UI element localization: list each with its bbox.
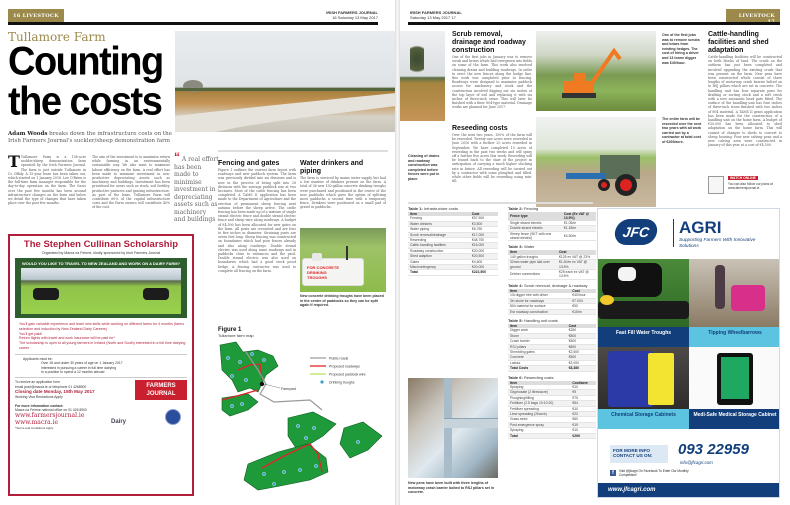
header-rule [408, 22, 780, 25]
cell-item: Shed adaption [408, 254, 470, 259]
table-number: Table 6: [508, 374, 523, 380]
legend-proposed-wire: Proposed paddock wire [329, 372, 366, 377]
farmersjournal-link[interactable]: www.farmersjournal.ie [15, 412, 85, 420]
trough-marker [230, 374, 233, 377]
cell-item: 32mm water pipe laid over ground [508, 260, 557, 270]
cell-item: 13t digger hire with driver [508, 293, 570, 298]
medical-cabinet-photo [689, 347, 780, 409]
headline [8, 42, 163, 122]
farmyard-leader-line [264, 384, 280, 388]
tractor-caption: The entire farm will be reseeded over the next two years with all work carried out by a contractor at total cost of €269/acre. [662, 117, 702, 144]
fencing-text: Figure 1 outlines the current farm layout with roadways and new paddock system. The farm was previously divided into six divisions and is now in the process of being split into 28 divisions with the average paddock size at two hectares. Most of the cattle fencing has been completed. A TAMS II application has been made to the Department of Agriculture and the erection of permanent sheep fencing next autumn before the sheep arrive. The cattle fencing has been made up of a mixture of single strand electric fence and double strand electric fence and sheep wire along roadways. A budget of €4,500 has been allocated for new gates on the farm. All posts are creosoted and are four to five inches in diameter. Straining posts are seven feet long. Sheep fencing was constructed on boundaries which had poor fences already and also along roadways. Double strand electric was used along some roadways and in paddocks close to entrances and the yard. Double strand electric was also used on boundaries which had a good stock proof hedge. A fencing contractor was used to complete all fencing on the farm. [218, 168, 296, 273]
cell-cost: €10 [570, 406, 596, 411]
cell-cost: €22 [570, 412, 596, 417]
kicker: Tullamore Farm [8, 30, 106, 44]
cell-item: Concrete [508, 355, 567, 360]
jfc-logo: JFC [613, 219, 659, 245]
jfc-agri-advert [597, 208, 780, 498]
cell-cost: €500 [567, 339, 596, 344]
tractor-photo [536, 117, 656, 207]
intro-column-2: The aim of the investment is to maximise return while farming in an environmentally sustainable way. We also want to maximise labour efficiency on the farm. A real effort has been made to minimise investment in non-productive depreciating assets such as machinery and buildings. Investment has been prioritised for areas such as stock, soil fertility, productive pastures and grazing infrastructure. As part of the lease, Tullamore Farm will contribute 60% of the capital infrastructure costs and the Farm owners will contribute 40% of the cost. [92, 155, 170, 210]
cell-cost: €500 [567, 355, 596, 360]
header-rule [8, 22, 378, 25]
concrete-trough [302, 258, 364, 286]
cell-item: Shredding gates [508, 349, 567, 354]
cell-item: Post emergence spray [508, 422, 570, 427]
col-header: Item [508, 381, 570, 385]
col-header: Cost [567, 324, 596, 328]
cell-item: Labour [508, 360, 567, 365]
applicant-criterion: Interested in pursuing a career in full time dairying [41, 365, 117, 370]
cell-item: Est roadway construction [508, 309, 570, 314]
reseeding-heading: Reseeding costs [452, 125, 508, 132]
cell-cost: €40/hour [570, 293, 596, 298]
cell-item: Digger work [508, 328, 567, 333]
cell-item: Scrub removal/drainage [408, 232, 470, 237]
figure-title: Figure 1 [218, 327, 242, 333]
cell-cost: €20,000 [470, 265, 498, 270]
pink-wheelbarrow [731, 285, 765, 311]
cell-cost: €48,750 [470, 238, 498, 243]
digger-photo [536, 31, 656, 111]
issue-date: 16 Saturday 13 May 2017 [332, 15, 378, 20]
applicant-criterion: In a position to spend a 12 months abroad [41, 370, 105, 374]
scrub-section [452, 31, 532, 119]
table-total-row [508, 366, 596, 371]
cell-cost: €15/m [570, 309, 596, 314]
roadway-illustration [175, 31, 396, 132]
paddock-block-west [222, 394, 258, 416]
legend-proposed-roadways: Proposed roadways [329, 364, 360, 369]
legend-swatch-trough [320, 380, 323, 383]
scholarship-benefits [15, 322, 187, 351]
col-header: Item [508, 324, 567, 328]
col-header: Cost [470, 212, 498, 216]
cell-cost: €57,500 [470, 216, 498, 221]
agri-brand: AGRI [679, 218, 722, 237]
pens-photo [408, 378, 498, 478]
scrub-heading: Scrub removal, drainage and roadway construction [452, 31, 526, 54]
table-row [508, 309, 596, 314]
cell-cost: €1.40/m ex VAT @ 13.5% [557, 260, 596, 270]
col-header: Item [508, 289, 570, 293]
cell-item: Spraying [508, 385, 570, 390]
cell-cost: €10 [570, 385, 596, 390]
cattle-section [708, 31, 782, 185]
cell-item: Single strand electric [508, 221, 562, 226]
table-total-row [408, 270, 498, 275]
rsj-pillar [444, 378, 452, 478]
total-value: €8,380 [567, 366, 596, 371]
pens-caption: New pens have been built with three lengths of motorway crash barrier bolted to RSJ pillars set in concrete. [408, 481, 495, 495]
col-header: Cost (Ex VAT @ 13.5%) [562, 212, 596, 221]
masthead [410, 10, 480, 20]
digger-caption: One of the first jobs was to remove scrubs and briars from existing hedges. The cost of hiring a driver and 13 tonne digger was €40/hour. [662, 33, 700, 65]
chemical-cabinet-photo [598, 347, 689, 409]
cell-cost: €9 [570, 390, 596, 395]
cattle-heading: Cattle-handling facilities and shed adaptation [708, 31, 769, 54]
yellow-door [648, 353, 674, 405]
table-fencing [508, 206, 596, 439]
masthead [318, 10, 378, 20]
scholarship-banner [15, 258, 187, 318]
facebook-icon[interactable]: f [610, 470, 616, 476]
paddock-block-north [220, 342, 278, 392]
cell-item: Water drinkers [408, 221, 470, 226]
phone-number[interactable]: 093 22959 [678, 441, 749, 458]
macra-logo [165, 409, 181, 425]
trough-lettering: FOR CONCRETE DRINKING TROUGHS [307, 265, 339, 280]
paddock-block-east-upper [288, 412, 336, 448]
apply-contact: email jconf@macra.ie or telephone 01 4268900 [15, 384, 87, 389]
t6-table [508, 381, 596, 439]
legend-drinking-troughs: Drinking troughs [329, 380, 355, 385]
cow-right [143, 288, 169, 300]
cell-cost: €1.45/m [562, 226, 596, 231]
cell-cost: €20,000 [470, 248, 498, 253]
author-name: Adam Woods [8, 131, 48, 137]
trough-marker [250, 352, 253, 355]
terms-note: *Terms and Conditions Apply [15, 426, 54, 431]
trough-marker [272, 482, 275, 485]
logo-divider [673, 219, 674, 247]
email[interactable]: info@jfcagri.com [680, 460, 713, 465]
closing-date: Closing date Monday, 15th May 2017 [15, 389, 95, 395]
scholarship-advert [8, 234, 194, 496]
cell-item: 804 material for surface [508, 304, 570, 309]
farmyard-label: Farmyard [281, 387, 296, 391]
visa-restrictions: Working Visa Restrictions Apply [15, 395, 63, 400]
standfirst-text: breaks down the infrastructure costs on the Irish Farmers Journal's suckler/sheep demonstration farm [8, 131, 172, 144]
cell-cost: €2,000 [567, 360, 596, 365]
t4-table [508, 289, 596, 315]
cell-item: Spraying [508, 428, 570, 433]
cell-cost: €19 [570, 422, 596, 427]
farmyard-marker [260, 382, 264, 386]
trough-marker [304, 436, 307, 439]
cell-cost: €60 [570, 417, 596, 422]
benefit-item: You'll get paid! [19, 331, 43, 336]
crash-barrier [444, 418, 498, 428]
cell-cost: €3,500 [470, 221, 498, 226]
cell-item: Drinker connections [508, 270, 557, 280]
section-tag: LIVESTOCK [726, 9, 780, 23]
tractor-illustration [536, 117, 656, 207]
standfirst [8, 131, 173, 145]
map-legend [310, 357, 366, 385]
macra-link[interactable]: www.macra.ie [15, 419, 59, 427]
water-heading: Water drinkers and piping [300, 160, 364, 175]
total-value: €222,500 [470, 270, 498, 275]
table-total-row [508, 433, 596, 438]
reseeding-text: Over the next two years, 100% of the farm will be reseeded. Twenty-one acres were reseeded in June 2016 with a further 20 acres reseeded in September. We have completed 15 acres of reseeding in the past two weeks and will spray off a further five acres this week. Reseeding will be leased back to the start of the project in anticipation of carrying a much higher stocking rate in future. All reseeding will be carried out by a contractor with some ploughed and tilled, while other fields will be reseeding using min-till. [452, 133, 532, 184]
product-label-medical: Medi-Safe Medical Storage Cabinet [689, 409, 780, 429]
tree [410, 41, 424, 77]
cell-item: Water piping [408, 227, 470, 232]
total-label: Total [508, 433, 570, 438]
farmers-journal-logo: FARMERS JOURNAL [135, 380, 187, 400]
benefit-item: You'll gain valuable experience and learn new skills while working on different farms for 4 months (farms selection and induction by New Zealand Dairy Careers) [19, 322, 185, 331]
t1-table [408, 212, 498, 276]
col-header: Item [508, 250, 557, 254]
cell-item: Crash barrier [508, 339, 567, 344]
cell-cost: €800 [567, 333, 596, 338]
cell-cost: €1.05/m [562, 221, 596, 226]
table-number: Table 4: [508, 282, 523, 288]
table-row [508, 270, 596, 280]
cell-cost: €75 [570, 395, 596, 400]
cell-cost: €2,500 [567, 349, 596, 354]
trough-marker [356, 440, 359, 443]
cows-photo [21, 268, 181, 314]
banner-headline: WOULD YOU LIKE TO TRAVEL TO NEW ZEALAND AND WORK ON A DAIRY FARM? [21, 261, 181, 266]
cow-patch [618, 267, 636, 281]
table-row [508, 260, 596, 270]
cell-item: Grass seed [508, 417, 570, 422]
dairy-logo: Dairy [111, 418, 127, 425]
col-header: Cost [557, 250, 596, 254]
cell-item: Lime spreading (2t/acre) [508, 412, 570, 417]
cell-cost: €125 ex VAT @ 23% [557, 255, 596, 260]
green-door [721, 357, 749, 399]
cattle-text: Cattle-handling facilities will be constructed on both blocks of land. The crush on the outfarm has just been completed and involved upgrading the existing crush that was present on the farm. New pens have been constructed which consist of three lengths of motorway crash barrier bolted on to RSJ pillars which are set in concrete. The handling unit has four separate pens for drafting or sorting stock and a soft crush with a new automatic head gate fitted. The surface of the handling unit has four inches of three-inch stone finished with two inches of 804 material. A TAMS II grant application has been made for the construction of a handling unit on the home farm. A budget of €50,000 has been allocated to shed adaptation on the home farm. This will consist of changes to sheds to convert to sheep housing. Four new calving pens and a new calving area were constructed in January of this year at a cost of €4,500. [708, 55, 782, 148]
ball-valve-cover [312, 253, 322, 261]
office-contact: Macra na Feirme national office on 01 426 8900 [15, 408, 87, 413]
jfc-website-link[interactable]: www.jfcagri.com [598, 483, 779, 497]
table-infrastructure-costs [408, 206, 498, 276]
product-label-troughs: Fast Fill Water Troughs [598, 327, 689, 347]
float-valve [600, 295, 614, 305]
trough-photo [300, 228, 386, 292]
total-value: €269 [570, 433, 596, 438]
applicants-section [15, 354, 187, 375]
cell-cost: €17,000 [470, 232, 498, 237]
cell-cost: €16,000 [470, 243, 498, 248]
figure-farm-map [218, 327, 390, 497]
col-header: Item [408, 212, 470, 216]
product-label-chemical: Chemical Storage Cabinets [598, 409, 689, 429]
water-trough-photo [598, 259, 689, 327]
scholarship-organiser: Organised by Macra na Feirme, kindly sponsored by Irish Farmers Journal [41, 251, 161, 255]
scrub-text: One of the first jobs in January was to remove scrub and briars which had overgrown into fields on some of the farm. This work also involved cleaning drains and building roadways. In order to erect the new fences along the hedge line, this work was completed prior to fencing. Roadways were designed to maximise paddock access for machinery and stock and the construction involved digging out six inches of the top layer of soil and replacing it with six inches of three-inch stone. This will later be finished with a finer 804-type material. Drainage works are planned for June 2017. [452, 55, 532, 110]
cell-item: Glyphosate (2 litres/acre) [508, 390, 570, 395]
cell-item: Double strand electric [508, 226, 562, 231]
cell-item: Misc/contingency [408, 265, 470, 270]
publication-name: IRISH FARMERS JOURNAL [410, 10, 462, 15]
table-title: Water [523, 244, 535, 250]
figure-subtitle: Tullamore farm map [218, 333, 254, 338]
watch-online-label: WATCH ONLINE [730, 176, 756, 180]
trough-marker [298, 468, 301, 471]
t2-table [508, 212, 596, 241]
fencing-heading: Fencing and gates [218, 160, 280, 167]
cell-item: Cattle-handling facilities [408, 243, 470, 248]
cell-item: Reseeding [408, 238, 470, 243]
trough-marker [296, 424, 299, 427]
cell-cost: €10 [570, 428, 596, 433]
cell-cost: €7.00/t [570, 298, 596, 303]
cell-cost: €20,500 [470, 254, 498, 259]
pull-quote [174, 150, 219, 224]
cell-cost: €4,500 [470, 259, 498, 264]
cell-item: RSJ pillars [508, 344, 567, 349]
t3-table [508, 250, 596, 279]
table-title: Fencing [523, 206, 539, 211]
field-photo [400, 31, 445, 121]
cell-item: 140 gallon troughs [508, 255, 557, 260]
t5-table [508, 324, 596, 372]
total-label: Total [408, 270, 470, 275]
col-header: Fence type [508, 212, 562, 221]
table-number: Table 1: [408, 206, 423, 211]
trough-marker [230, 404, 233, 407]
applicant-criterion: Over 18 and under 30 years of age on 1 January 2017 [41, 361, 123, 366]
cell-item: Fencing [408, 216, 470, 221]
cell-item: Fertiliser spreading [508, 406, 570, 411]
facebook-promo: Visit @jfcagri On Facebook To Enter Our Monthly Competition! [619, 469, 689, 477]
paddock-block-east [340, 422, 382, 458]
legend-public-roads: Public roads [329, 356, 349, 361]
drains-caption: Cleaning of drains and roadway construction was completed before fences were put in place. [408, 154, 440, 181]
cell-item: Ploughing/tilling [508, 395, 570, 400]
cell-item: 3in stone for roadways [508, 298, 570, 303]
watch-online-text: You can also follow our plans at www.farmersjournal.ie [728, 182, 773, 190]
col-header: Cost/acre [570, 381, 596, 385]
cell-cost: €54 [570, 401, 596, 406]
cell-cost: €50 [570, 304, 596, 309]
table-title: Infrastructure costs [423, 206, 458, 211]
trough-marker [238, 360, 241, 363]
cell-cost: €25 each ex VAT @ 13.5% [557, 270, 596, 280]
scholarship-title: The Stephen Cullinan Scholarship [23, 239, 179, 250]
trough-marker [262, 472, 265, 475]
cell-item: Sheep fence (SKT with one strand electric) [508, 231, 562, 241]
table-number: Table 5: [508, 317, 523, 323]
publication-name: IRISH FARMERS JOURNAL [326, 10, 378, 15]
headline-line-1: Counting [8, 40, 163, 85]
applicants-heading: Applicants must be: [23, 356, 53, 361]
trough-marker [244, 378, 247, 381]
issue-date: Saturday 13 May 2017 17 [410, 15, 456, 20]
cell-item: Fertiliser (2.5 bags 10:10:20) [508, 401, 570, 406]
headline-line-2: the costs [8, 79, 162, 124]
cell-cost: €6,750 [470, 227, 498, 232]
trough-marker [312, 426, 315, 429]
apply-section [15, 377, 187, 430]
trough-marker [262, 358, 265, 361]
quote-mark-icon: “ [174, 150, 180, 164]
product-label-wheelbarrows: Tipping Wheelbarrows [689, 327, 780, 347]
reseeding-section [452, 125, 532, 195]
table-title: Reseeding costs [523, 374, 554, 380]
col-header: Cost [570, 289, 596, 293]
table-title: Scrub removal, drainage & roadway [523, 282, 588, 288]
fencing-section [218, 160, 296, 304]
qr-icon [708, 176, 724, 194]
table-number: Table 3: [508, 244, 523, 250]
intro-column-1: T Tullamore Farm is a 106-acre suckler/sheep demonstration farm operated by the Irish Farmers Journal. The farm is just outside Tullamore in Co Offaly. A 15-year lease has been taken out, which started on 1 January 2016. Lee O'Brien is the full-time farm manager responsible for the day-to-day operation on the farm. The focus over the past few months has been around infrastructure changes on the farm and below we detail the type of changes that have taken place over the past few months. [8, 155, 86, 206]
benefit-item: Return flights with travel and work insurance will be paid for* [19, 336, 115, 341]
section-tag: 16 LIVESTOCK [8, 9, 64, 23]
water-section [300, 160, 386, 220]
jfc-tagline: Supporting Farmers With Innovative Solutions [679, 238, 756, 249]
table-number: Table 2: [508, 206, 523, 211]
wheelbarrow-photo [689, 259, 780, 327]
cell-item: Stone [508, 333, 567, 338]
cell-item: Roadway construction [408, 248, 470, 253]
cell-cost: €280 [567, 328, 596, 333]
section-divider [218, 150, 388, 152]
cell-cost: €4.50/m [562, 231, 596, 241]
digger-illustration [536, 31, 656, 111]
more-info-heading: For more information contact: [15, 403, 64, 408]
farm-map-svg [218, 340, 390, 495]
table-row [508, 231, 596, 241]
cell-item: Gates [408, 259, 470, 264]
pull-quote-text: A real effort has been made to minimise investment in depreciating assets such as machinery and buildings [174, 156, 219, 223]
trough-marker [226, 356, 229, 359]
table-title: Handling unit costs [523, 317, 558, 323]
trough-caption: New concrete drinking troughs have been placed in the centre of paddocks so they can be split again if required. [300, 294, 384, 308]
trough-marker [314, 464, 317, 467]
cell-cost: €800 [567, 344, 596, 349]
contact-label: FOR MORE INFO CONTACT US ON: [610, 445, 668, 463]
apply-text: To receive an application form [15, 380, 61, 385]
water-pipe [346, 246, 348, 260]
benefit-item: The scholarship is open to all young farmers in Ireland (North and South) interested in a full time dairying career [19, 341, 186, 350]
watch-online-box[interactable] [708, 176, 782, 198]
tables-divider [408, 202, 593, 204]
intro-text-1: Tullamore Farm is a 106-acre suckler/sheep demonstration farm operated by the Irish Farmers Journal. The farm is just outside Tullamore in Co Offaly. A 15-year lease has been taken out, which started on 1 January 2016. Lee O'Brien is the full-time farm manager responsible for the day-to-day operation on the farm. The focus over the past few months has been around infrastructure changes on the farm and below we detail the type of changes that have taken place over the past few months. [8, 155, 86, 206]
water-text: The farm is serviced by mains water supply but had a low number of drinkers present on the farm. A total of 36 new 150-gallon concrete drinking troughs were purchased and positioned in the centre of the new paddocks which gives the option of splitting most paddocks a second time with a temporary fence. Drinkers were positioned on a small pad of gravel in paddocks. [300, 176, 386, 210]
cow-left [33, 288, 59, 300]
trough-marker [282, 470, 285, 473]
total-label: Total Costs [508, 366, 567, 371]
farmer [715, 265, 725, 309]
hero-photo-roadway [175, 31, 396, 132]
trough-marker [240, 402, 243, 405]
